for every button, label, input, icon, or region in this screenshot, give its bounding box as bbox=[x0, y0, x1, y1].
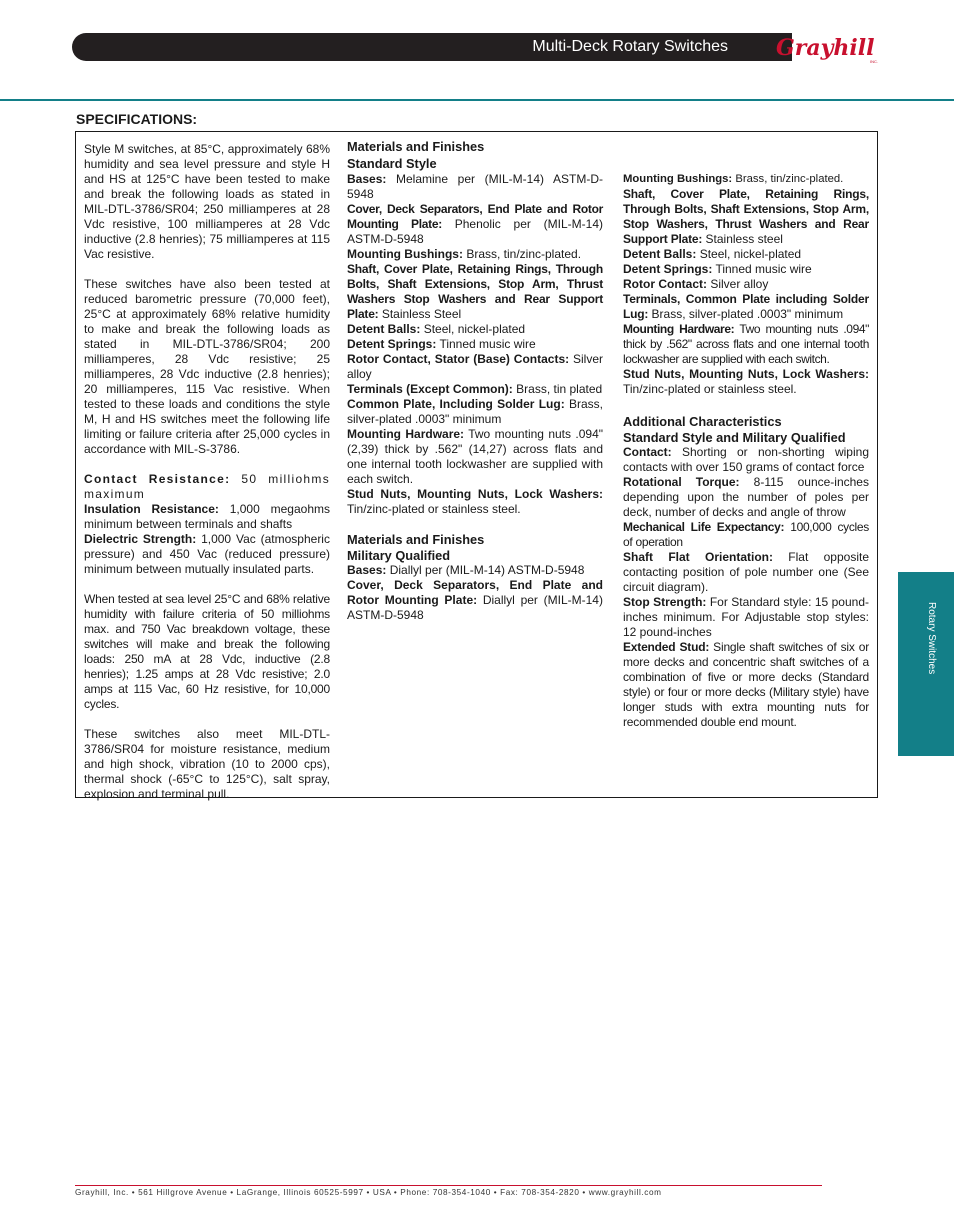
spec-detent-balls: Detent Balls: Steel, nickel-plated bbox=[623, 247, 802, 261]
spec-mechanical-life: Mechanical Life Expectancy: 100,000 cycles of operation bbox=[623, 520, 869, 549]
side-tab-label: Rotary Switches bbox=[926, 602, 937, 675]
spec-extended-stud: Extended Stud: Single shaft switches of six or more decks and concentric shaft switches of a combination of five or more decks (Standard style) or four or more decks (Military style) have longer studs with extra mounting nuts for recommended double end mount. bbox=[623, 640, 869, 729]
spec-rotational-torque: Rotational Torque: 8-115 ounce-inches depending upon the number of poles per deck, number of decks and angle of throw bbox=[623, 475, 869, 519]
spec-column-1 bbox=[84, 142, 330, 802]
subheading: Materials and Finishes bbox=[347, 532, 485, 547]
spec-shaft: Shaft, Cover Plate, Retaining Rings, Through Bolts, Shaft Extensions, Stop Arm, Thrust Washers Stop Washers and Rear Support Plate: Stainless Steel bbox=[347, 262, 603, 321]
subheading: Military Qualified bbox=[347, 548, 451, 563]
spec-common-plate: Common Plate, Including Solder Lug: Brass, silver-plated .0003" minimum bbox=[347, 397, 603, 426]
spec-terminals: Terminals (Except Common): Brass, tin plated bbox=[347, 382, 603, 396]
grayhill-logo bbox=[772, 30, 886, 66]
header-divider bbox=[0, 99, 954, 101]
logo-sub: INC. bbox=[870, 59, 878, 64]
header-bar bbox=[72, 33, 792, 61]
spec-dielectric-strength: Dielectric Strength: 1,000 Vac (atmospheric pressure) and 450 Vac (reduced pressure) minimum between mutually insulated parts. bbox=[84, 532, 330, 576]
spec-detent-springs: Detent Springs: Tinned music wire bbox=[347, 337, 536, 351]
spec-shaft-flat-orientation: Shaft Flat Orientation: Flat opposite contacting position of pole number one (See circuit diagram). bbox=[623, 550, 870, 594]
subheading: Materials and Finishes bbox=[347, 139, 485, 154]
spec-contact: Contact: Shorting or non-shorting wiping contacts with over 150 grams of contact force bbox=[623, 445, 869, 474]
spec-rotor-contact: Rotor Contact: Silver alloy bbox=[623, 277, 769, 291]
subheading: Standard Style bbox=[347, 156, 437, 171]
spec-military-cover: Cover, Deck Separators, End Plate and Rotor Mounting Plate: Diallyl per (MIL-M-14) ASTM-D-5948 bbox=[347, 578, 603, 622]
spec-mounting-hardware: Mounting Hardware: Two mounting nuts .094" (2,39) thick by .562" (14,27) across flats and one internal tooth lockwasher are supplied with each switch. bbox=[347, 427, 603, 486]
spec-mounting-hardware: Mounting Hardware: Two mounting nuts .094" thick by .562" across flats and one internal tooth lockwasher are supplied with each switch. bbox=[623, 322, 869, 366]
spec-stud-nuts: Stud Nuts, Mounting Nuts, Lock Washers: Tin/zinc-plated or stainless steel. bbox=[347, 487, 603, 516]
spec-detent-balls: Detent Balls: Steel, nickel-plated bbox=[347, 322, 526, 336]
spec-military-bases: Bases: Diallyl per (MIL-M-14) ASTM-D-5948 bbox=[347, 563, 585, 577]
spec-terminals: Terminals, Common Plate including Solder Lug: Brass, silver-plated .0003" minimum bbox=[623, 292, 869, 321]
paragraph: These switches have also been tested at reduced barometric pressure (70,000 feet), 25°C at approximately 68% relative humidity to make and break the following loads as stated in MIL-DTL-3786/SR04; 200 milliamperes, 28 Vdc resistive; 25 milliamperes, 28 Vdc inductive (2.8 henries); 20 milliamperes, 115 Vac resistive. When tested to these loads and conditions the style M, H and HS switches meet the following life limiting or failure criteria after 25,000 cycles in accordance with MIL-S-3786. bbox=[84, 277, 330, 456]
spec-contact-resistance: Contact Resistance: 50 milliohms maximum bbox=[84, 472, 330, 501]
spec-rotor-contact: Rotor Contact, Stator (Base) Contacts: Silver alloy bbox=[347, 352, 604, 381]
spec-stop-strength: Stop Strength: For Standard style: 15 pound-inches minimum. For Adjustable stop styles: 12 pound-inches bbox=[623, 595, 869, 639]
spec-insulation-resistance: Insulation Resistance: 1,000 megaohms minimum between terminals and shafts bbox=[84, 502, 330, 531]
subheading: Standard Style and Military Qualified bbox=[623, 430, 846, 445]
spec-mounting-bushings: Mounting Bushings: Brass, tin/zinc-plated. bbox=[623, 173, 844, 185]
page-title: Multi-Deck Rotary Switches bbox=[532, 38, 728, 55]
paragraph: When tested at sea level 25°C and 68% relative humidity with failure criteria of 50 milliohms max. and 750 Vac breakdown voltage, these switches will make and break the following loads: 250 mA at 28 Vdc, inductive (2.8 henries); 1.25 amps at 28 Vdc resistive; 2.0 amps at 115 Vac, 60 Hz resistive, for 10,000 cycles. bbox=[84, 592, 330, 711]
logo-text: Grayhill bbox=[776, 35, 875, 61]
spec-mounting-bushings: Mounting Bushings: Brass, tin/zinc-plated. bbox=[347, 247, 582, 261]
spec-bases: Bases: Melamine per (MIL-M-14) ASTM-D-5948 bbox=[347, 172, 603, 201]
side-tab bbox=[898, 572, 954, 756]
paragraph: These switches also meet MIL-DTL-3786/SR04 for moisture resistance, medium and high shock, vibration (10 to 2000 cps), thermal shock (-65°C to 125°C), salt spray, explosion and terminal pull. bbox=[84, 727, 330, 801]
spec-column-2 bbox=[347, 139, 603, 623]
subheading: Additional Characteristics bbox=[623, 414, 782, 429]
spec-shaft: Shaft, Cover Plate, Retaining Rings, Through Bolts, Shaft Extensions, Stop Arm, Stop Washers, Thrust Washers and Rear Support Plate: Stainless steel bbox=[623, 187, 869, 246]
footer-contact-info: Grayhill, Inc. • 561 Hillgrove Avenue • LaGrange, Illinois 60525-5997 • USA • Phone: 708-354-1040 • Fax: 708-354-2820 • www.grayhill.com bbox=[75, 1188, 662, 1197]
paragraph: Style M switches, at 85°C, approximately 68% humidity and sea level pressure and style H and HS at 125°C have been tested to make and break the following loads as stated in MIL-DTL-3786/SR04; 250 milliamperes at 28 Vdc resistive, 100 milliamperes at 28 Vdc inductive (2.8 henries); 75 milliamperes at 115 Vac resistive. bbox=[84, 142, 330, 261]
footer-divider bbox=[75, 1185, 822, 1186]
spec-detent-springs: Detent Springs: Tinned music wire bbox=[623, 262, 812, 276]
spec-cover: Cover, Deck Separators, End Plate and Rotor Mounting Plate: Phenolic per (MIL-M-14) ASTM-D-5948 bbox=[347, 202, 603, 246]
spec-stud-nuts: Stud Nuts, Mounting Nuts, Lock Washers: Tin/zinc-plated or stainless steel. bbox=[623, 367, 869, 396]
section-heading: SPECIFICATIONS: bbox=[76, 111, 198, 127]
spec-column-3 bbox=[623, 172, 869, 730]
